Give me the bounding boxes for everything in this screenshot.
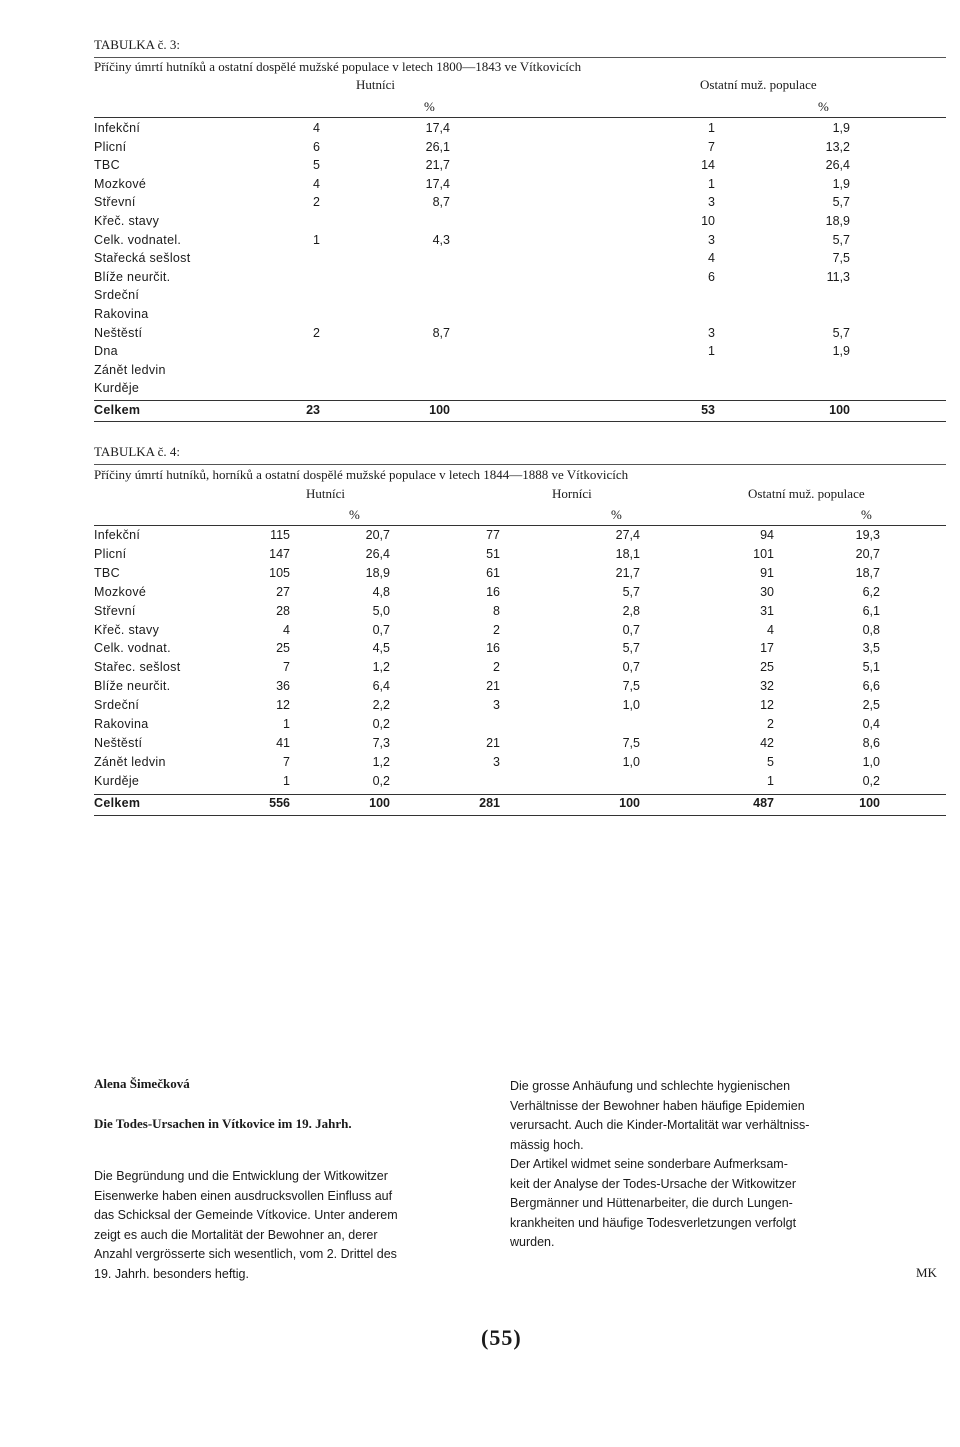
table3-total-c3: 53 — [701, 403, 715, 417]
table3-cell: 2 — [313, 326, 320, 340]
table4-cell: 0,4 — [862, 717, 880, 731]
table4-row-label: Blíže neurčit. — [94, 679, 171, 693]
table4-total-label: Celkem — [94, 796, 141, 810]
table3-row-label: Rakovina — [94, 307, 149, 321]
table3-title: Příčiny úmrtí hutníků a ostatní dospělé mužské populace v letech 1800—1843 ve Vítkovicích — [94, 59, 582, 74]
table3-cell: 3 — [708, 195, 715, 209]
table4-row-label: Stařec. sešlost — [94, 660, 181, 674]
table3-row-label: Mozkové — [94, 177, 147, 191]
table4-cell: 51 — [486, 547, 500, 561]
table3-cell: 1,9 — [832, 344, 850, 358]
table3-group-hutnici: Hutníci — [356, 77, 395, 92]
table3-cell: 6 — [708, 270, 715, 284]
table4-row-label: Srdeční — [94, 698, 140, 712]
table4-cell: 18,9 — [365, 566, 390, 580]
summary-right-line: verursacht. Auch die Kinder-Mortalität war verhältniss- — [510, 1118, 810, 1132]
table4-cell: 32 — [760, 679, 774, 693]
table4-cell: 4,8 — [372, 585, 390, 599]
table4-cell: 27 — [276, 585, 290, 599]
summary-signature: MK — [916, 1265, 937, 1280]
table4-cell: 12 — [760, 698, 774, 712]
table4-group-ostatni: Ostatní muž. populace — [748, 486, 865, 501]
table4-row-label: Zánět ledvin — [94, 755, 166, 769]
table3-row-label: Celk. vodnatel. — [94, 233, 182, 247]
table4-row-label: Křeč. stavy — [94, 623, 160, 637]
table3-row-label: Zánět ledvin — [94, 363, 166, 377]
table3-cell: 5,7 — [832, 195, 850, 209]
table4-cell: 5,0 — [372, 604, 390, 618]
table4-cell: 61 — [486, 566, 500, 580]
summary-left-line: 19. Jahrh. besonders heftig. — [94, 1267, 249, 1281]
table3-cell: 3 — [708, 326, 715, 340]
table3-cell: 2 — [313, 195, 320, 209]
table3-cell: 7,5 — [832, 251, 850, 265]
table4-cell: 3,5 — [862, 641, 880, 655]
table3-total-c1: 23 — [306, 403, 320, 417]
table4-cell: 19,3 — [855, 528, 880, 542]
table4-cell: 5,7 — [622, 585, 640, 599]
table4-label: TABULKA č. 4: — [94, 444, 180, 459]
table4-total-c6: 100 — [859, 796, 880, 810]
table3-cell: 26,4 — [825, 158, 850, 172]
table4-cell: 21,7 — [615, 566, 640, 580]
table4-cell: 3 — [493, 755, 500, 769]
table4-total-rule — [94, 794, 946, 795]
table4-cell: 101 — [753, 547, 774, 561]
table3-row-label: Plicní — [94, 140, 127, 154]
table4-top-rule — [94, 464, 946, 465]
summary-author: Alena Šimečková — [94, 1076, 190, 1091]
table4-cell: 77 — [486, 528, 500, 542]
table4-cell: 115 — [270, 528, 290, 542]
table3-cell: 14 — [701, 158, 715, 172]
table3-cell: 1,9 — [832, 177, 850, 191]
table4-cell: 0,8 — [862, 623, 880, 637]
summary-right-line: mässig hoch. — [510, 1138, 584, 1152]
table3-cell: 4,3 — [432, 233, 450, 247]
table4-row-label: Neštěstí — [94, 736, 143, 750]
table4-cell: 1,2 — [372, 660, 390, 674]
table3-cell: 4 — [313, 177, 320, 191]
table4-cell: 1,0 — [622, 755, 640, 769]
table4-cell: 27,4 — [615, 528, 640, 542]
table3-top-rule — [94, 57, 946, 58]
table4-cell: 147 — [269, 547, 290, 561]
summary-left-line: Die Begründung und die Entwicklung der Witkowitzer — [94, 1169, 388, 1183]
table4-cell: 17 — [760, 641, 774, 655]
table3-bottom-rule — [94, 421, 946, 422]
table4-cell: 41 — [276, 736, 290, 750]
table3-cell: 26,1 — [425, 140, 450, 154]
summary-right-line: Der Artikel widmet seine sonderbare Aufmerksam- — [510, 1157, 788, 1171]
table4-row-label: Celk. vodnat. — [94, 641, 171, 655]
table3-header-rule — [94, 117, 946, 118]
table4-cell: 1,2 — [372, 755, 390, 769]
table3-row-label: Blíže neurčit. — [94, 270, 171, 284]
table4-header-rule — [94, 525, 946, 526]
table4-cell: 94 — [760, 528, 774, 542]
table3-row-label: Kurděje — [94, 381, 140, 395]
table4-cell: 7,3 — [372, 736, 390, 750]
table4-cell: 0,7 — [622, 623, 640, 637]
table3-cell: 1 — [708, 121, 715, 135]
table3-cell: 6 — [313, 140, 320, 154]
summary-right-line: keit der Analyse der Todes-Ursache der Witkowitzer — [510, 1177, 796, 1191]
table4-cell: 5,1 — [862, 660, 880, 674]
table3-cell: 8,7 — [432, 326, 450, 340]
table4-cell: 7,5 — [622, 736, 640, 750]
table4-cell: 2 — [493, 623, 500, 637]
table3-pct-hutnici: % — [424, 99, 435, 114]
summary-right-line: krankheiten und häufige Todesverletzungen verfolgt — [510, 1216, 797, 1230]
table3-cell: 5,7 — [832, 233, 850, 247]
table4-cell: 6,6 — [862, 679, 880, 693]
table3-group-ostatni: Ostatní muž. populace — [700, 77, 817, 92]
table3-cell: 1 — [708, 177, 715, 191]
page-number: (55) — [481, 1325, 522, 1350]
table4-row-label: Střevní — [94, 604, 136, 618]
table4-cell: 1,0 — [862, 755, 880, 769]
table3-cell: 4 — [313, 121, 320, 135]
table4-cell: 0,2 — [372, 717, 390, 731]
table4-cell: 6,4 — [372, 679, 390, 693]
table4-cell: 2,8 — [622, 604, 640, 618]
table3-row-label: Střevní — [94, 195, 136, 209]
table4-cell: 2,5 — [862, 698, 880, 712]
table3-cell: 1 — [313, 233, 320, 247]
table4-cell: 8,6 — [862, 736, 880, 750]
table4-cell: 6,1 — [862, 604, 880, 618]
table3-cell: 11,3 — [826, 270, 850, 284]
table3-cell: 13,2 — [825, 140, 850, 154]
table4-cell: 7 — [283, 660, 290, 674]
table4-cell: 7 — [283, 755, 290, 769]
table4-group-hornici: Horníci — [552, 486, 592, 501]
table3-total-rule — [94, 400, 946, 401]
table4-cell: 21 — [486, 736, 500, 750]
table4-cell: 26,4 — [365, 547, 390, 561]
table4-row-label: Kurděje — [94, 774, 140, 788]
table4-total-c2: 100 — [369, 796, 390, 810]
summary-right-line: wurden. — [510, 1235, 555, 1249]
table3-cell: 10 — [701, 214, 715, 228]
summary-left-line: zeigt es auch die Mortalität der Bewohner an, derer — [94, 1228, 378, 1242]
table4-total-c4: 100 — [619, 796, 640, 810]
table4-row-label: Infekční — [94, 528, 141, 542]
summary-left-line: Eisenwerke haben einen ausdrucksvollen Einfluss auf — [94, 1189, 393, 1203]
table3-cell: 3 — [708, 233, 715, 247]
table4-cell: 8 — [493, 604, 500, 618]
table4-row-label: Plicní — [94, 547, 127, 561]
table3-row-label: Stařecká sešlost — [94, 251, 191, 265]
table3-cell: 1,9 — [832, 121, 850, 135]
table4-cell: 31 — [760, 604, 774, 618]
table3-cell: 17,4 — [425, 177, 450, 191]
table4-cell: 1,0 — [622, 698, 640, 712]
table3-row-label: Srdeční — [94, 288, 140, 302]
table4-pct-ostatni: % — [861, 507, 872, 522]
table4-title: Příčiny úmrtí hutníků, horníků a ostatní dospělé mužské populace v letech 1844—1888 ve Vítkovicích — [94, 467, 629, 482]
table4-cell: 0,7 — [372, 623, 390, 637]
table3-row-label: Infekční — [94, 121, 141, 135]
table3-cell: 1 — [708, 344, 715, 358]
table4-cell: 0,7 — [622, 660, 640, 674]
table4-total-c5: 487 — [753, 796, 774, 810]
table4-cell: 16 — [486, 585, 500, 599]
table4-cell: 36 — [276, 679, 290, 693]
table4-cell: 0,2 — [372, 774, 390, 788]
table3-cell: 5 — [313, 158, 320, 172]
table4-pct-hornici: % — [611, 507, 622, 522]
summary-right-line: Die grosse Anhäufung und schlechte hygienischen — [510, 1079, 791, 1093]
summary-right-line: Bergmänner und Hüttenarbeiter, die durch Lungen- — [510, 1196, 793, 1210]
table4-cell: 4 — [283, 623, 290, 637]
table4-cell: 2,2 — [372, 698, 390, 712]
table3-row-label: Dna — [94, 344, 118, 358]
table4-cell: 28 — [276, 604, 290, 618]
table4-cell: 25 — [276, 641, 290, 655]
table3-row-label: Neštěstí — [94, 326, 143, 340]
table4-row-label: Rakovina — [94, 717, 149, 731]
table4-bottom-rule — [94, 815, 946, 816]
table4-cell: 0,2 — [862, 774, 880, 788]
table4-cell: 20,7 — [365, 528, 390, 542]
summary-title: Die Todes-Ursachen in Vítkovice im 19. Jahrh. — [94, 1116, 352, 1131]
table4-total-c1: 556 — [269, 796, 290, 810]
table3-row-label: TBC — [94, 158, 120, 172]
table4-cell: 21 — [486, 679, 500, 693]
table4-cell: 1 — [767, 774, 774, 788]
table4-cell: 30 — [760, 585, 774, 599]
table4-row-label: Mozkové — [94, 585, 147, 599]
table3-cell: 7 — [708, 140, 715, 154]
table4-pct-hutnici: % — [349, 507, 360, 522]
table4-cell: 18,1 — [615, 547, 640, 561]
table3-cell: 5,7 — [832, 326, 850, 340]
table3-total-label: Celkem — [94, 403, 141, 417]
table4-cell: 105 — [269, 566, 290, 580]
table4-cell: 2 — [767, 717, 774, 731]
table4-cell: 20,7 — [855, 547, 880, 561]
table4-cell: 4 — [767, 623, 774, 637]
table3-cell: 21,7 — [425, 158, 450, 172]
summary-left-line: das Schicksal der Gemeinde Vítkovice. Unter anderem — [94, 1208, 398, 1222]
table4-cell: 91 — [760, 566, 774, 580]
table3-pct-ostatni: % — [818, 99, 829, 114]
table4-cell: 18,7 — [855, 566, 880, 580]
table4-cell: 5 — [767, 755, 774, 769]
table4-cell: 5,7 — [622, 641, 640, 655]
summary-left-line: Anzahl vergrösserte sich wesentlich, vom 2. Drittel des — [94, 1247, 397, 1261]
table4-group-hutnici: Hutníci — [306, 486, 345, 501]
table4-cell: 4,5 — [372, 641, 390, 655]
table4-cell: 2 — [493, 660, 500, 674]
table4-cell: 6,2 — [862, 585, 880, 599]
table3-cell: 4 — [708, 251, 715, 265]
table4-cell: 12 — [276, 698, 290, 712]
table4-cell: 7,5 — [622, 679, 640, 693]
table3-cell: 17,4 — [425, 121, 450, 135]
table3-total-c4: 100 — [829, 403, 850, 417]
table4-row-label: TBC — [94, 566, 120, 580]
table3-row-label: Křeč. stavy — [94, 214, 160, 228]
table4-cell: 16 — [486, 641, 500, 655]
table3-cell: 8,7 — [432, 195, 450, 209]
table4-total-c3: 281 — [479, 796, 500, 810]
table4-cell: 1 — [283, 717, 290, 731]
table4-cell: 1 — [283, 774, 290, 788]
summary-right-line: Verhältnisse der Bewohner haben häufige Epidemien — [510, 1099, 805, 1113]
table4-cell: 3 — [493, 698, 500, 712]
table3-total-c2: 100 — [429, 403, 450, 417]
table4-cell: 42 — [760, 736, 774, 750]
table3-cell: 18,9 — [825, 214, 850, 228]
table4-cell: 25 — [760, 660, 774, 674]
table3-label: TABULKA č. 3: — [94, 37, 180, 52]
